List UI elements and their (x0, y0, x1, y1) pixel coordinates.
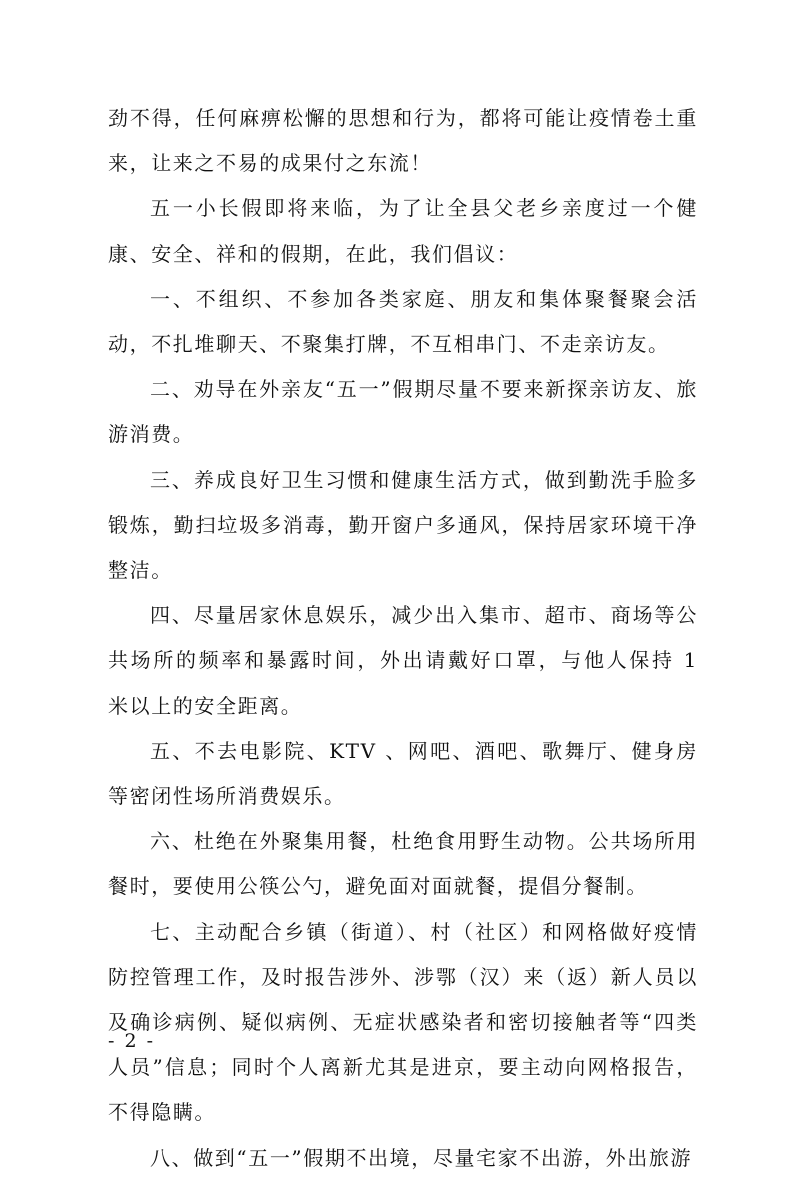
paragraph-item-3: 三、养成良好卫生习惯和健康生活方式，做到勤洗手脸多锻炼，勤扫垃圾多消毒，勤开窗户多通风，保持居家环境干净整洁。 (108, 467, 698, 583)
paragraph-continuation: 劲不得，任何麻痹松懈的思想和行为，都将可能让疫情卷土重来，让来之不易的成果付之东流！ (108, 106, 698, 176)
paragraph-item-6: 六、杜绝在外聚集用餐，杜绝食用野生动物。公共场所用餐时，要使用公筷公勺，避免面对面就餐，提倡分餐制。 (108, 829, 698, 899)
paragraph-item-5: 五、不去电影院、KTV 、网吧、酒吧、歌舞厅、健身房等密闭性场所消费娱乐。 (108, 738, 698, 809)
paragraph-item-1: 一、不组织、不参加各类家庭、朋友和集体聚餐聚会活动，不扎堆聊天、不聚集打牌，不互相串门、不走亲访友。 (108, 286, 698, 357)
paragraph-item-4: 四、尽量居家休息娱乐，减少出入集市、超市、商场等公共场所的频率和暴露时间，外出请戴好口罩，与他人保持 1 米以上的安全距离。 (108, 603, 698, 718)
page-number: - 2 - (108, 1030, 156, 1052)
paragraph-item-7: 七、主动配合乡镇（街道）、村（社区）和网格做好疫情防控管理工作，及时报告涉外、涉鄂（汉）来（返）新人员以及确诊病例、疑似病例、无症状感染者和密切接触者等“四类人员”信息；同时个人离新尤其是进京，要主动向网格报告，不得隐瞒。 (108, 919, 698, 1125)
paragraph-item-2: 二、劝导在外亲友“五一”假期尽量不要来新探亲访友、旅游消费。 (108, 377, 698, 447)
paragraph-proposal-intro: 五一小长假即将来临，为了让全县父老乡亲度过一个健康、安全、祥和的假期，在此，我们倡议： (108, 196, 698, 266)
document-body (108, 96, 698, 1181)
paragraph-item-8: 八、做到“五一”假期不出境，尽量宅家不出游，外出旅游 (150, 1145, 693, 1170)
